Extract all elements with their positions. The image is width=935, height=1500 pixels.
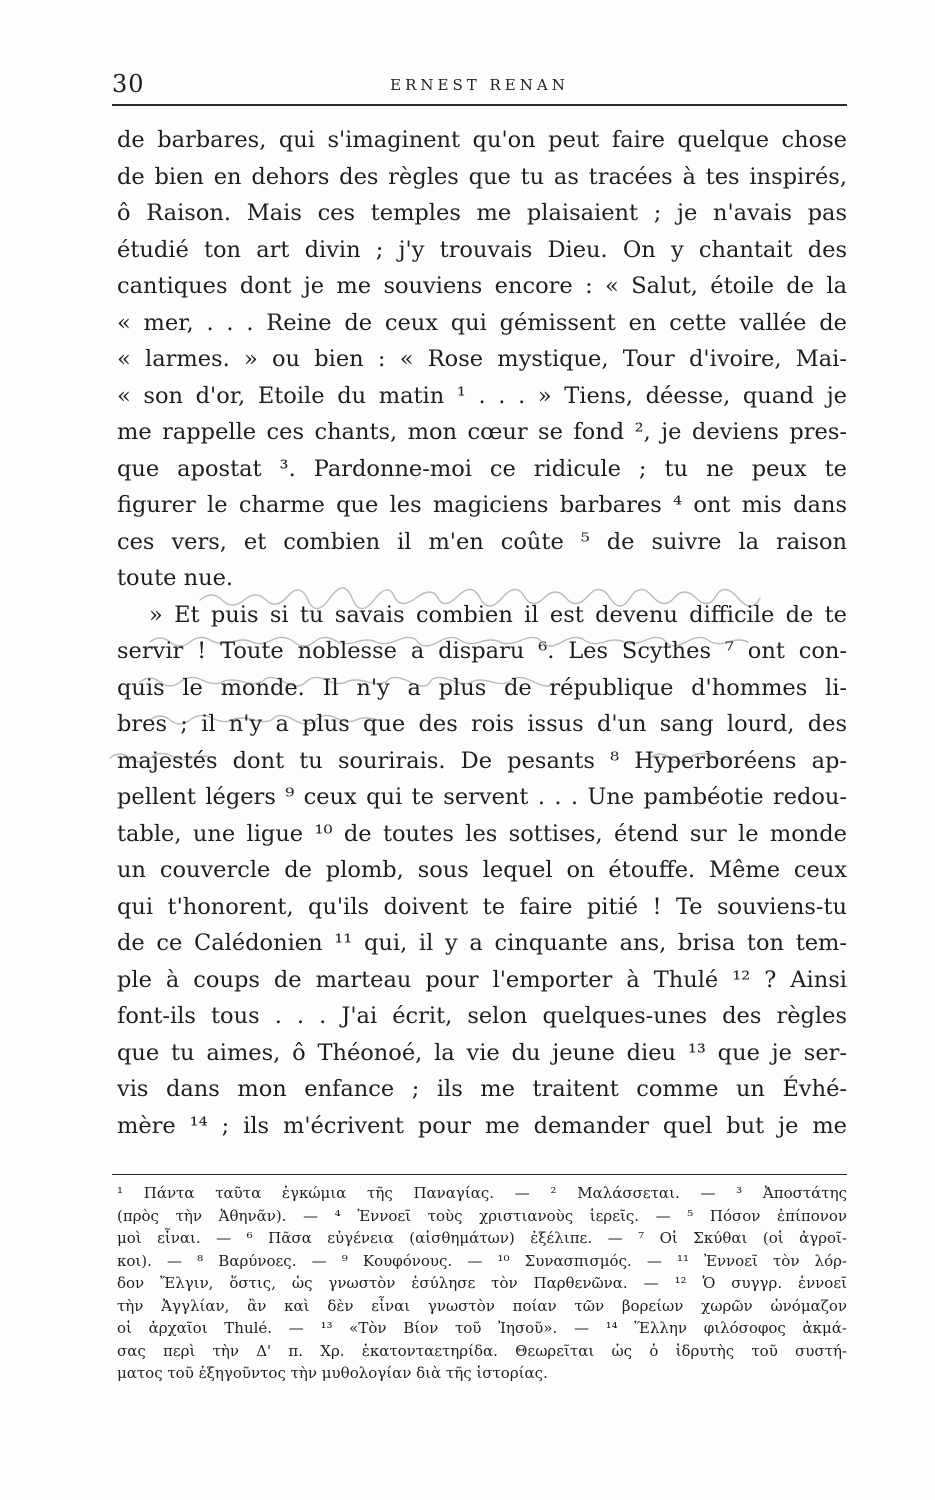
page-header: [112, 70, 847, 104]
footnote-line: κοι). — ⁸ Βαρύνοες. — ⁹ Κουφόνους. — ¹⁰ Συνασπισμός. — ¹¹ Ἐννοεῖ τὸν λόρ-: [117, 1251, 847, 1270]
text-line: de bien en dehors des règles que tu as tracées à tes inspirés,: [117, 163, 847, 190]
footnote-line: ματος τοῦ ἐξηγοῦντος τὴν μυθολογίαν διὰ τῆς ἱστορίας.: [117, 1364, 548, 1382]
text-line: ô Raison. Mais ces temples me plaisaient ; je n'avais pas: [117, 200, 847, 226]
text-line: un couvercle de plomb, sous lequel on étouffe. Même ceux: [117, 857, 847, 883]
running-head: ERNEST RENAN: [390, 76, 569, 94]
text-line: « mer, . . . Reine de ceux qui gémissent en cette vallée de: [117, 309, 847, 336]
footnote-rule: [112, 1174, 847, 1175]
body-text: [117, 122, 847, 1144]
text-line: cantiques dont je me souviens encore : « Salut, étoile de la: [117, 273, 847, 299]
text-line: que tu aimes, ô Théonoé, la vie du jeune dieu ¹³ que je ser-: [117, 1039, 847, 1066]
page-number: 30: [112, 70, 145, 98]
text-line: ple à coups de marteau pour l'emporter à Thulé ¹² ? Ainsi: [117, 966, 847, 993]
text-line: me rappelle ces chants, mon cœur se fond ², je deviens pres-: [117, 419, 847, 445]
footnote-line: (πρὸς τὴν Ἀθηνᾶν). — ⁴ Ἐννοεῖ τοὺς χριστιανοὺς ἱερεῖς. — ⁵ Πόσον ἐπίπονον: [117, 1206, 847, 1225]
footnote-line: οἱ ἀρχαῖοι Thulé. — ¹³ «Τὸν Βίον τοῦ Ἰησοῦ». — ¹⁴ Ἕλλην φιλόσοφος ἀκμά-: [117, 1319, 847, 1337]
text-line: » Et puis si tu savais combien il est devenu difficile de te: [149, 601, 847, 628]
footnotes: [117, 1182, 847, 1385]
footnote-line: σας περὶ τὴν Δ' π. Χρ. ἑκατονταετηρίδα. Θεωρεῖται ὡς ὁ ἱδρυτὴς τοῦ συστή-: [117, 1341, 847, 1360]
text-line: de barbares, qui s'imaginent qu'on peut faire quelque chose: [117, 127, 847, 153]
text-line: « son d'or, Etoile du matin ¹ . . . » Tiens, déesse, quand je: [117, 382, 847, 409]
text-line: étudié ton art divin ; j'y trouvais Dieu. On y chantait des: [117, 236, 847, 263]
text-line: majestés dont tu sourirais. De pesants ⁸ Hyperboréens ap-: [117, 747, 847, 774]
text-line: mère ¹⁴ ; ils m'écrivent pour me demander quel but je me: [117, 1112, 847, 1139]
text-line: « larmes. » ou bien : « Rose mystique, Tour d'ivoire, Mai-: [117, 346, 847, 372]
text-line: vis dans mon enfance ; ils me traitent comme un Évhé-: [117, 1076, 847, 1102]
text-line: qui t'honorent, qu'ils doivent te faire pitié ! Te souviens-tu: [117, 893, 847, 920]
text-line: ces vers, et combien il m'en coûte ⁵ de suivre la raison: [117, 528, 847, 555]
text-line: pellent légers ⁹ ceux qui te servent . . . Une pambéotie redou-: [117, 784, 847, 810]
header-rule: [112, 104, 847, 106]
text-line: figurer le charme que les magiciens barbares ⁴ ont mis dans: [117, 492, 847, 518]
text-line: quis le monde. Il n'y a plus de république d'hommes li-: [117, 674, 847, 701]
text-line: table, une ligue ¹⁰ de toutes les sottises, étend sur le monde: [117, 820, 847, 847]
footnote-line: τὴν Ἀγγλίαν, ἂν καὶ δὲν εἶναι γνωστὸν ποίαν τῶν βορείων χωρῶν ὠνόμαζον: [117, 1296, 847, 1315]
text-line: de ce Calédonien ¹¹ qui, il y a cinquante ans, brisa ton tem-: [117, 930, 847, 956]
footnote-line: μοὶ εἶναι. — ⁶ Πᾶσα εὐγένεια (αἰσθημάτων) ἐξέλιπε. — ⁷ Οἱ Σκύθαι (οἱ ἀγροῖ-: [117, 1229, 847, 1247]
text-line: font-ils tous . . . J'ai écrit, selon quelques-unes des règles: [117, 1003, 847, 1029]
footnote-line: ¹ Πάντα ταῦτα ἐγκώμια τῆς Παναγίας. — ² Μαλάσσεται. — ³ Ἀποστάτης: [117, 1184, 847, 1202]
text-line: toute nue.: [117, 565, 234, 591]
text-line: que apostat ³. Pardonne-moi ce ridicule ; tu ne peux te: [117, 455, 847, 482]
footnote-line: δον Ἔλγιν, ὅστις, ὡς γνωστὸν ἐσύλησε τὸν Παρθενῶνα. — ¹² Ὁ συγγρ. ἐννοεῖ: [117, 1274, 847, 1292]
text-line: bres ; il n'y a plus que des rois issus d'un sang lourd, des: [117, 711, 847, 737]
text-line: servir ! Toute noblesse a disparu ⁶. Les Scythes ⁷ ont con-: [117, 638, 847, 664]
